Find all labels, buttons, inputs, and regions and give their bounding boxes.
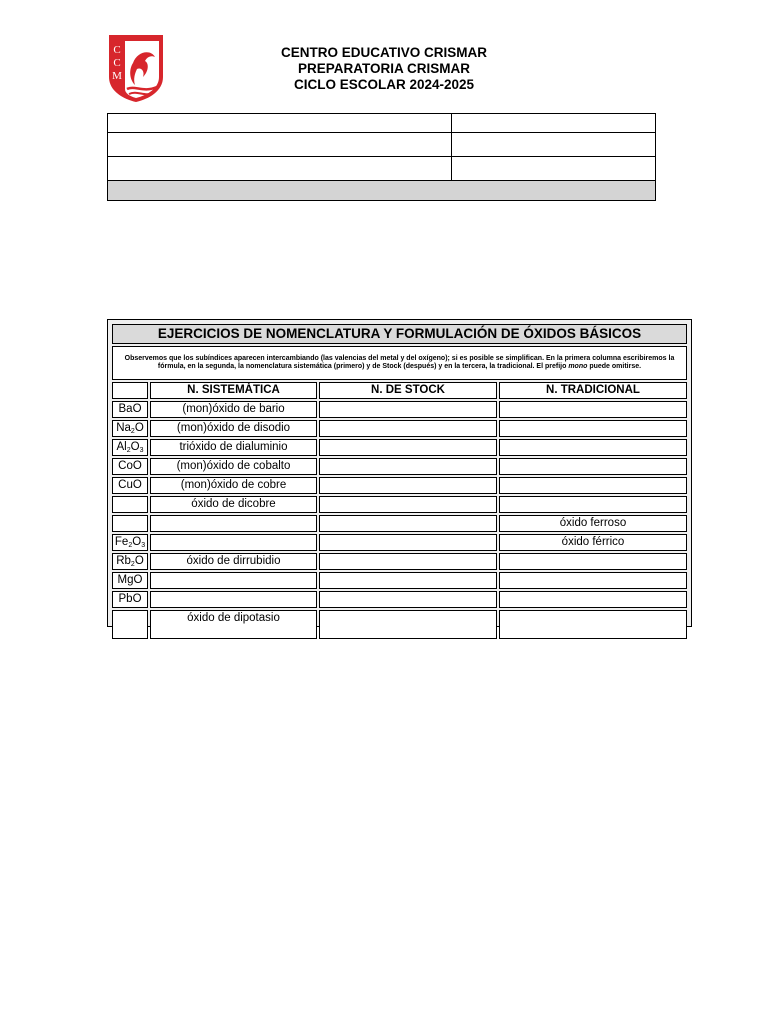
info-field[interactable] [108,133,452,157]
school-section: PREPARATORIA CRISMAR [297,61,470,76]
formula-symbol: O [132,479,142,491]
formula-symbol: O [132,593,142,605]
formula-symbol: O [132,536,142,548]
stock-cell[interactable] [319,439,497,456]
exercise-row [112,496,687,513]
tradicional-cell[interactable] [499,458,687,475]
formula-subscript: 2 [130,561,135,568]
header-sistematica: N. SISTEMÁTICA [150,382,317,399]
formula-symbol: O [130,441,140,453]
stock-cell[interactable] [319,610,497,639]
formula-subscript: 3 [139,447,144,454]
sistematica-cell[interactable] [150,572,317,589]
formula-symbol: O [134,422,144,434]
formula-symbol: O [133,574,143,586]
stock-cell[interactable] [319,477,497,494]
formula-cell[interactable] [112,610,148,639]
logo-letter: C [113,57,121,69]
exercise-title: EJERCICIOS DE NOMENCLATURA Y FORMULACIÓN DE ÓXIDOS BÁSICOS [112,324,687,344]
stock-cell[interactable] [319,496,497,513]
formula-symbol: Al [116,441,127,453]
formula-symbol: Ba [118,403,133,415]
formula-subscript: 3 [141,542,146,549]
exercise-row [112,610,687,639]
sistematica-cell: (mon)óxido de bario [150,401,317,418]
formula-cell [112,534,148,551]
formula-subscript: 2 [126,447,131,454]
sistematica-cell: trióxido de dialuminio [150,439,317,456]
stock-cell[interactable] [319,572,497,589]
exercise-row [112,572,687,589]
formula-subscript: 2 [130,428,135,435]
tradicional-cell[interactable] [499,420,687,437]
school-name: CENTRO EDUCATIVO CRISMAR [280,45,487,60]
exercise-row [112,553,687,570]
formula-subscript: 2 [128,542,133,549]
info-shaded-row [108,181,656,201]
info-field[interactable] [452,133,656,157]
exercise-row [112,477,687,494]
tradicional-cell[interactable] [499,591,687,608]
formula-symbol: Na [116,422,131,434]
exercise-box [107,319,692,627]
sistematica-cell: óxido de dipotasio [150,610,317,639]
formula-symbol: Pb [118,593,133,605]
exercise-instructions: Observemos que los subíndices aparecen intercambiando (las valencias del metal y del oxígeno); si es posible se simplifican. En la primera columna escribiremos la fórmula, en la segunda, la nomenclatura sistemática (primero) y de Stock (después) y en la tercera, la tradicional. El prefijo mono puede omitirse. [112,346,687,380]
tradicional-cell[interactable] [499,553,687,570]
sistematica-cell: óxido de dirrubidio [150,553,317,570]
stock-cell[interactable] [319,420,497,437]
exercise-row [112,420,687,437]
formula-cell[interactable] [112,496,148,513]
school-logo [107,33,165,103]
exercise-row [112,515,687,532]
logo-letter: C [113,44,121,56]
formula-cell [112,572,148,589]
tradicional-cell[interactable] [499,477,687,494]
info-field[interactable] [108,157,452,181]
tradicional-cell[interactable] [499,401,687,418]
exercise-row [112,458,687,475]
formula-cell [112,591,148,608]
sistematica-cell: (mon)óxido de cobalto [150,458,317,475]
exercise-row [112,591,687,608]
tradicional-cell[interactable] [499,496,687,513]
tradicional-cell: óxido ferroso [499,515,687,532]
sistematica-cell: (mon)óxido de disodio [150,420,317,437]
formula-cell [112,420,148,437]
exercise-row [112,534,687,551]
stock-cell[interactable] [319,591,497,608]
formula-symbol: O [134,555,144,567]
exercise-row [112,401,687,418]
formula-symbol: O [132,403,142,415]
logo-letter: M [112,70,122,82]
header-stock: N. DE STOCK [319,382,497,399]
student-info-table [107,113,656,201]
header-formula [112,382,148,399]
sistematica-cell[interactable] [150,515,317,532]
tradicional-cell: óxido férrico [499,534,687,551]
formula-symbol: Cu [118,479,133,491]
info-field[interactable] [452,157,656,181]
formula-symbol: Rb [116,555,131,567]
formula-cell [112,458,148,475]
info-field[interactable] [452,114,656,133]
formula-cell [112,401,148,418]
tradicional-cell[interactable] [499,572,687,589]
sistematica-cell: óxido de dicobre [150,496,317,513]
sistematica-cell[interactable] [150,534,317,551]
tradicional-cell[interactable] [499,610,687,639]
sistematica-cell: (mon)óxido de cobre [150,477,317,494]
formula-cell [112,553,148,570]
tradicional-cell[interactable] [499,439,687,456]
header-tradicional: N. TRADICIONAL [499,382,687,399]
stock-cell[interactable] [319,553,497,570]
stock-cell[interactable] [319,401,497,418]
sistematica-cell[interactable] [150,591,317,608]
formula-symbol: Mg [117,574,134,586]
info-field[interactable] [108,114,452,133]
school-cycle: CICLO ESCOLAR 2024-2025 [293,77,475,92]
formula-cell [112,439,148,456]
formula-cell[interactable] [112,515,148,532]
formula-cell [112,477,148,494]
formula-symbol: O [132,460,142,472]
stock-cell[interactable] [319,534,497,551]
stock-cell[interactable] [319,515,497,532]
formula-symbol: Co [118,460,133,472]
formula-symbol: Fe [114,536,129,548]
exercise-table [110,322,689,641]
stock-cell[interactable] [319,458,497,475]
exercise-row [112,439,687,456]
school-header [200,45,568,93]
